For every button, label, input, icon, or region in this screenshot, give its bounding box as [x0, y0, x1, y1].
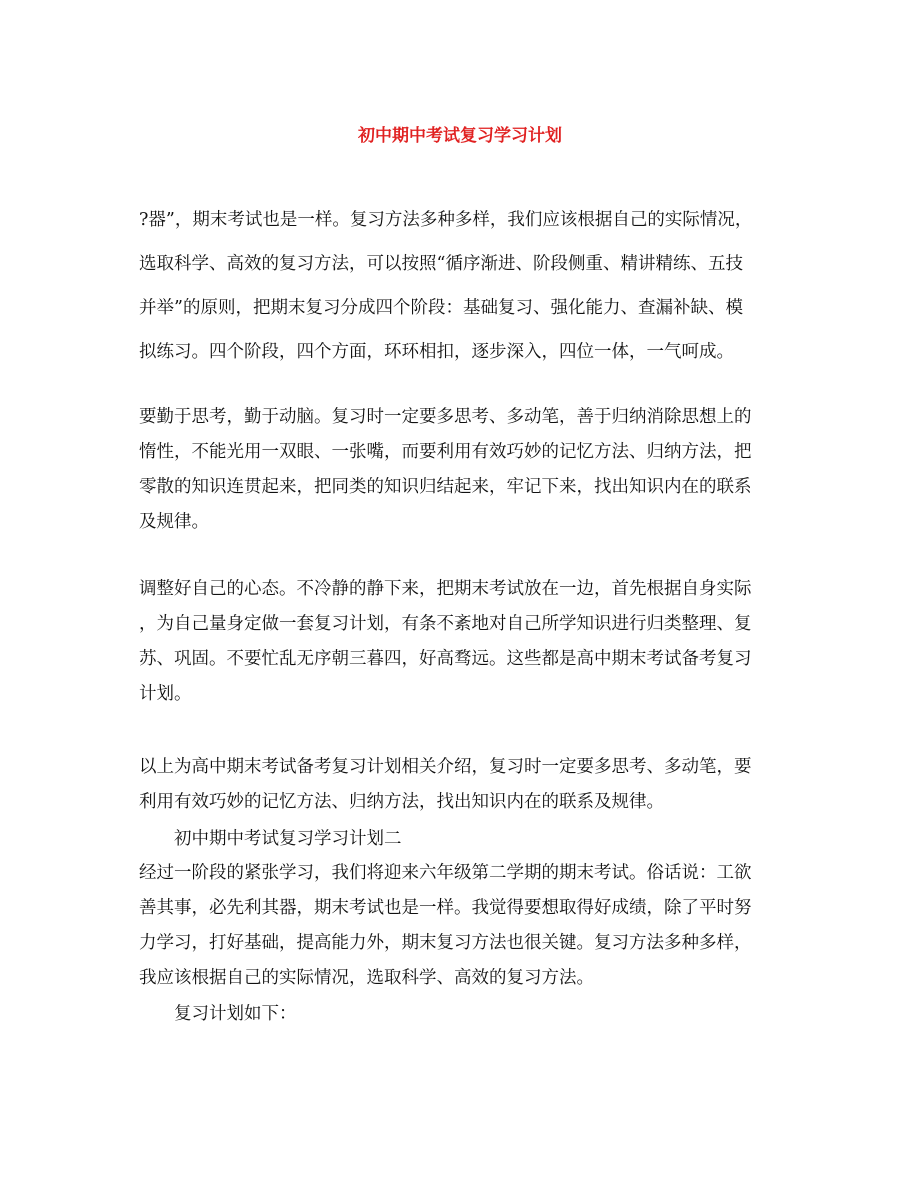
paragraph-line: 善其事，必先利其器，期末考试也是一样。我觉得要想取得好成绩，除了平时努: [139, 898, 752, 918]
paragraph-line: ，为自己量身定做一套复习计划，有条不紊地对自己所学知识进行归类整理、复: [139, 614, 752, 634]
paragraph-1: [139, 198, 779, 374]
paragraph-line: 我应该根据自己的实际情况，选取科学、高效的复习方法。: [139, 968, 594, 988]
paragraph-line: ?器”，期末考试也是一样。复习方法多种多样，我们应该根据自己的实际情况，: [139, 210, 753, 230]
paragraph-line: 选取科学、高效的复习方法，可以按照“循序渐进、阶段侧重、精讲精练、五技: [139, 254, 743, 274]
paragraph-line: 要勤于思考，勤于动脑。复习时一定要多思考、多动笔，善于归纳消除思想上的: [139, 407, 752, 427]
paragraph-line: 力学习，打好基础，提高能力外，期末复习方法也很关键。复习方法多种多样，: [139, 933, 752, 953]
plan-heading: 复习计划如下：: [174, 1004, 297, 1024]
section-subtitle: 初中期中考试复习学习计划二: [174, 829, 402, 849]
document-title: 初中期中考试复习学习计划: [358, 126, 562, 146]
paragraph-line: 及规律。: [139, 512, 209, 532]
paragraph-line: 利用有效巧妙的记忆方法、归纳方法，找出知识内在的联系及规律。: [139, 792, 664, 812]
paragraph-5: [139, 856, 779, 996]
paragraph-3: [139, 572, 779, 712]
paragraph-line: 调整好自己的心态。不冷静的静下来，把期末考试放在一边，首先根据自身实际: [139, 579, 752, 599]
paragraph-line: 零散的知识连贯起来，把同类的知识归结起来，牢记下来，找出知识内在的联系: [139, 477, 752, 497]
paragraph-line: 苏、巩固。不要忙乱无序朝三暮四，好高骛远。这些都是高中期末考试备考复习: [139, 649, 752, 669]
paragraph-line: 经过一阶段的紧张学习，我们将迎来六年级第二学期的期末考试。俗话说：工欲: [139, 863, 752, 883]
paragraph-2: [139, 400, 779, 540]
paragraph-line: 计划。: [139, 684, 192, 704]
paragraph-line: 以上为高中期末考试备考复习计划相关介绍，复习时一定要多思考、多动笔，要: [139, 757, 752, 777]
paragraph-line: 并举”的原则，把期末复习分成四个阶段：基础复习、强化能力、查漏补缺、模: [139, 298, 743, 318]
paragraph-line: 惰性，不能光用一双眼、一张嘴，而要利用有效巧妙的记忆方法、归纳方法，把: [139, 442, 752, 462]
paragraph-line: 拟练习。四个阶段，四个方面，环环相扣，逐步深入，四位一体，一气呵成。: [139, 342, 734, 362]
paragraph-4: [139, 750, 779, 820]
